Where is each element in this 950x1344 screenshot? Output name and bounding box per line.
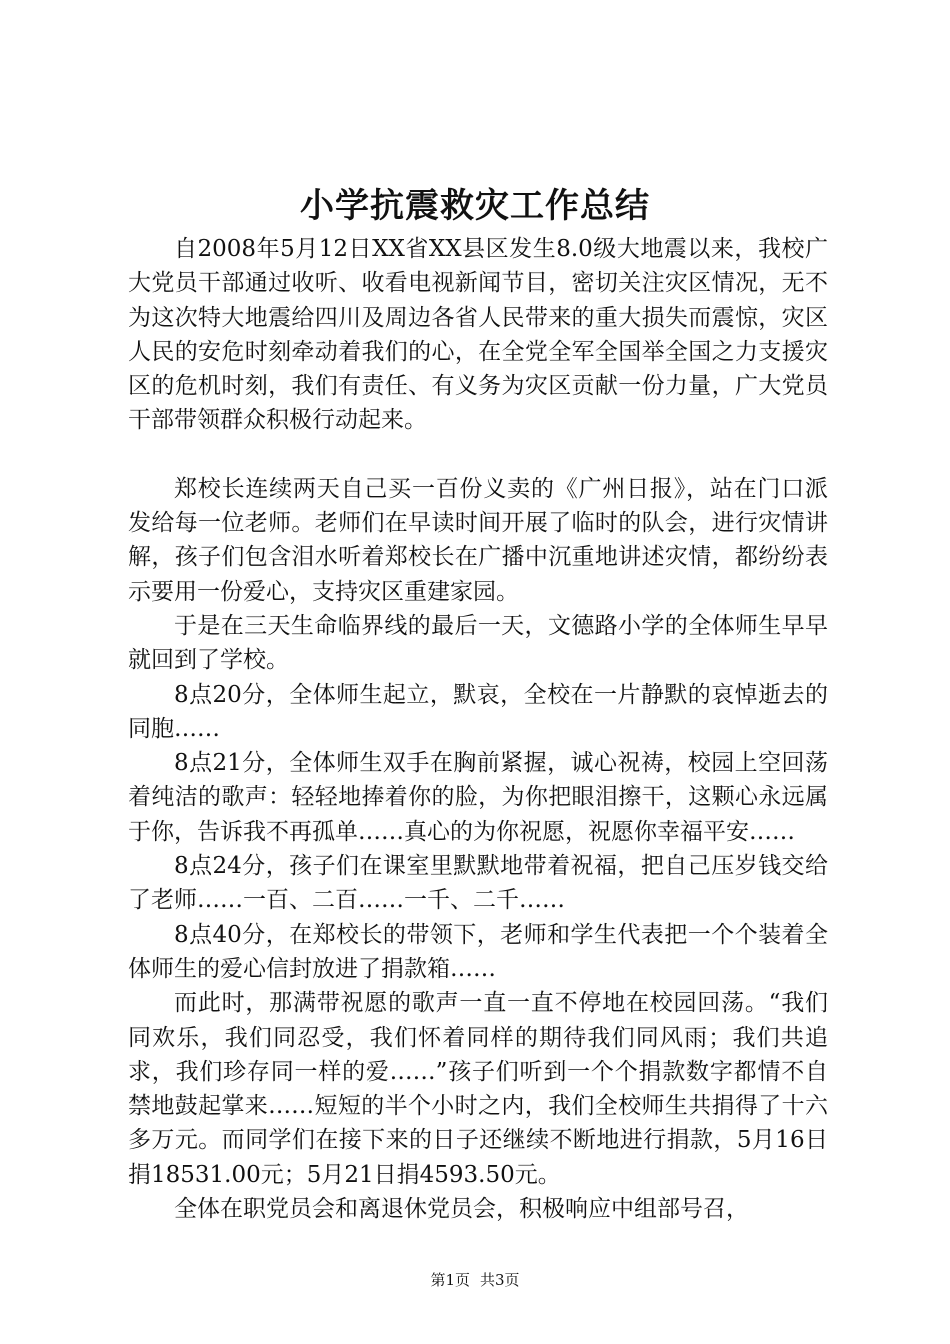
page-total: 共3页 (480, 1271, 520, 1289)
paragraph: 全体在职党员会和离退休党员会，积极响应中组部号召， (174, 1196, 749, 1223)
document-title: 小学抗震救灾工作总结 (300, 186, 650, 226)
document-body (128, 232, 828, 1226)
page-footer (0, 1270, 950, 1290)
paragraph: 8点24分，孩子们在课室里默默地带着祝福，把自己压岁钱交给了老师……一百、二百……一千、二千…… (128, 853, 828, 914)
paragraph: 于是在三天生命临界线的最后一天，文德路小学的全体师生早早就回到了学校。 (128, 612, 828, 674)
paragraph: 8点20分，全体师生起立，默哀，全校在一片静默的哀悼逝去的同胞…… (128, 681, 828, 742)
paragraph: 8点21分，全体师生双手在胸前紧握，诚心祝祷，校园上空回荡着纯洁的歌声：轻轻地捧着你的脸，为你把眼泪擦干，这颗心永远属于你，告诉我不再孤单……真心的为你祝愿，祝愿你幸福平安…… (128, 750, 828, 845)
paragraph: 而此时，那满带祝愿的歌声一直一直不停地在校园回荡。“我们同欢乐，我们同忍受，我们怀着同样的期待我们同风雨；我们共追求，我们珍存同一样的爱……”孩子们听到一个个捐款数字都情不自禁地鼓起掌来……短短的半个小时之内，我们全校师生共捐得了十六多万元。而同学们在接下来的日子还继续不断地进行捐款，5月16日捐18531.00元；5月21日捐4593.50元。 (128, 990, 828, 1188)
paragraph: 郑校长连续两天自己买一百份义卖的《广州日报》，站在门口派发给每一位老师。老师们在早读时间开展了临时的队会，进行灾情讲解，孩子们包含泪水听着郑校长在广播中沉重地讲述灾情，都纷纷表示要用一份爱心，支持灾区重建家园。 (128, 475, 828, 605)
paragraph: 8点40分，在郑校长的带领下，老师和学生代表把一个个装着全体师生的爱心信封放进了捐款箱…… (128, 921, 828, 982)
paragraph: 自2008年5月12日XX省XX县区发生8.0级大地震以来，我校广大党员干部通过收听、收看电视新闻节目，密切关注灾区情况，无不为这次特大地震给四川及周边各省人民带来的重大损失而震惊，灾区人民的安危时刻牵动着我们的心，在全党全军全国举全国之力支援灾区的危机时刻，我们有责任、有义务为灾区贡献一份力量，广大党员干部带领群众积极行动起来。 (128, 236, 828, 434)
page-number: 第1页 (430, 1271, 470, 1289)
